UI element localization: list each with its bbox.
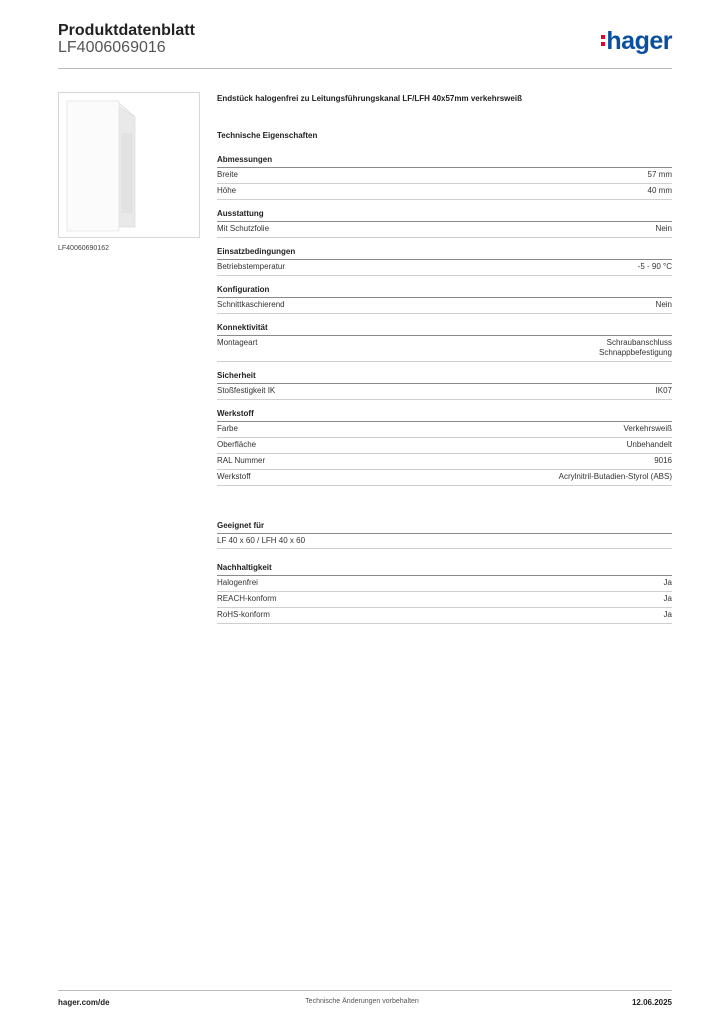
row-value: Ja xyxy=(663,594,672,603)
row-value: Nein xyxy=(655,300,672,309)
table-row xyxy=(217,438,672,454)
row-label: Stoßfestigkeit IK xyxy=(217,386,276,395)
end-cap-illustration-icon xyxy=(59,93,199,237)
row-label: REACH-konform xyxy=(217,594,277,603)
table-row xyxy=(217,298,672,314)
row-label: Werkstoff xyxy=(217,472,251,481)
table-row xyxy=(217,384,672,400)
product-description: Endstück halogenfrei zu Leitungsführungskanal LF/LFH 40x57mm verkehrsweiß xyxy=(217,94,522,103)
section-title: Konnektivität xyxy=(217,323,672,336)
row-label: RAL Nummer xyxy=(217,456,266,465)
logo-text: hager xyxy=(606,27,672,55)
row-value: IK07 xyxy=(655,386,672,395)
section-konnektivitaet xyxy=(217,323,672,362)
row-value: 40 mm xyxy=(647,186,672,195)
row-value: 9016 xyxy=(654,456,672,465)
section-title: Ausstattung xyxy=(217,209,672,222)
row-value: -5 - 90 °C xyxy=(637,262,672,271)
table-row xyxy=(217,422,672,438)
section-title: Konfiguration xyxy=(217,285,672,298)
footer-note: Technische Änderungen vorbehalten xyxy=(305,998,419,1005)
row-value: Acrylnitril-Butadien-Styrol (ABS) xyxy=(558,472,672,481)
footer-website-link[interactable]: hager.com/de xyxy=(58,998,110,1007)
suitable-value: LF 40 x 60 / LFH 40 x 60 xyxy=(217,534,672,549)
product-image xyxy=(58,92,200,238)
row-label: Betriebstemperatur xyxy=(217,262,286,271)
section-nachhaltigkeit xyxy=(217,563,672,624)
section-ausstattung xyxy=(217,209,672,238)
footer-divider xyxy=(58,990,672,991)
row-value xyxy=(599,338,672,358)
table-row xyxy=(217,260,672,276)
row-label: Schnittkaschierend xyxy=(217,300,285,309)
logo-dots-icon xyxy=(601,32,605,49)
row-value: Nein xyxy=(655,224,672,233)
row-label: Mit Schutzfolie xyxy=(217,224,270,233)
section-title: Einsatzbedingungen xyxy=(217,247,672,260)
section-title: Sicherheit xyxy=(217,371,672,384)
section-sicherheit xyxy=(217,371,672,400)
table-row xyxy=(217,184,672,200)
row-value-line: Schnappbefestigung xyxy=(599,348,672,357)
section-title: Abmessungen xyxy=(217,155,672,168)
row-value: Unbehandelt xyxy=(626,440,672,449)
section-einsatzbedingungen xyxy=(217,247,672,276)
row-value: 57 mm xyxy=(647,170,672,179)
row-label: Breite xyxy=(217,170,238,179)
footer-date: 12.06.2025 xyxy=(631,998,672,1007)
spacer xyxy=(217,495,672,521)
table-row xyxy=(217,470,672,486)
row-label: Montageart xyxy=(217,338,258,347)
table-row xyxy=(217,608,672,624)
table-row xyxy=(217,454,672,470)
row-label: Höhe xyxy=(217,186,237,195)
brand-logo xyxy=(601,27,672,56)
row-label: RoHS-konform xyxy=(217,610,270,619)
section-title: Nachhaltigkeit xyxy=(217,563,672,576)
table-row xyxy=(217,592,672,608)
table-row xyxy=(217,576,672,592)
table-row xyxy=(217,336,672,362)
article-number: LF4006069016 xyxy=(58,39,166,56)
table-row xyxy=(217,222,672,238)
section-abmessungen xyxy=(217,155,672,200)
row-label: Farbe xyxy=(217,424,238,433)
row-value: Ja xyxy=(663,610,672,619)
row-value: Verkehrsweiß xyxy=(623,424,672,433)
image-caption: LF40060690162 xyxy=(58,245,109,252)
row-value-line: Schraubanschluss xyxy=(606,338,672,347)
section-title: Geeignet für xyxy=(217,521,672,534)
row-label: Oberfläche xyxy=(217,440,257,449)
table-row xyxy=(217,168,672,184)
row-value: Ja xyxy=(663,578,672,587)
header-divider xyxy=(58,68,672,69)
section-title: Werkstoff xyxy=(217,409,672,422)
page-title: Produktdatenblatt xyxy=(58,22,195,39)
section-konfiguration xyxy=(217,285,672,314)
row-label: Halogenfrei xyxy=(217,578,258,587)
tech-properties-heading: Technische Eigenschaften xyxy=(217,131,318,140)
section-geeignet-fuer xyxy=(217,521,672,549)
section-werkstoff xyxy=(217,409,672,486)
product-details xyxy=(217,94,672,633)
